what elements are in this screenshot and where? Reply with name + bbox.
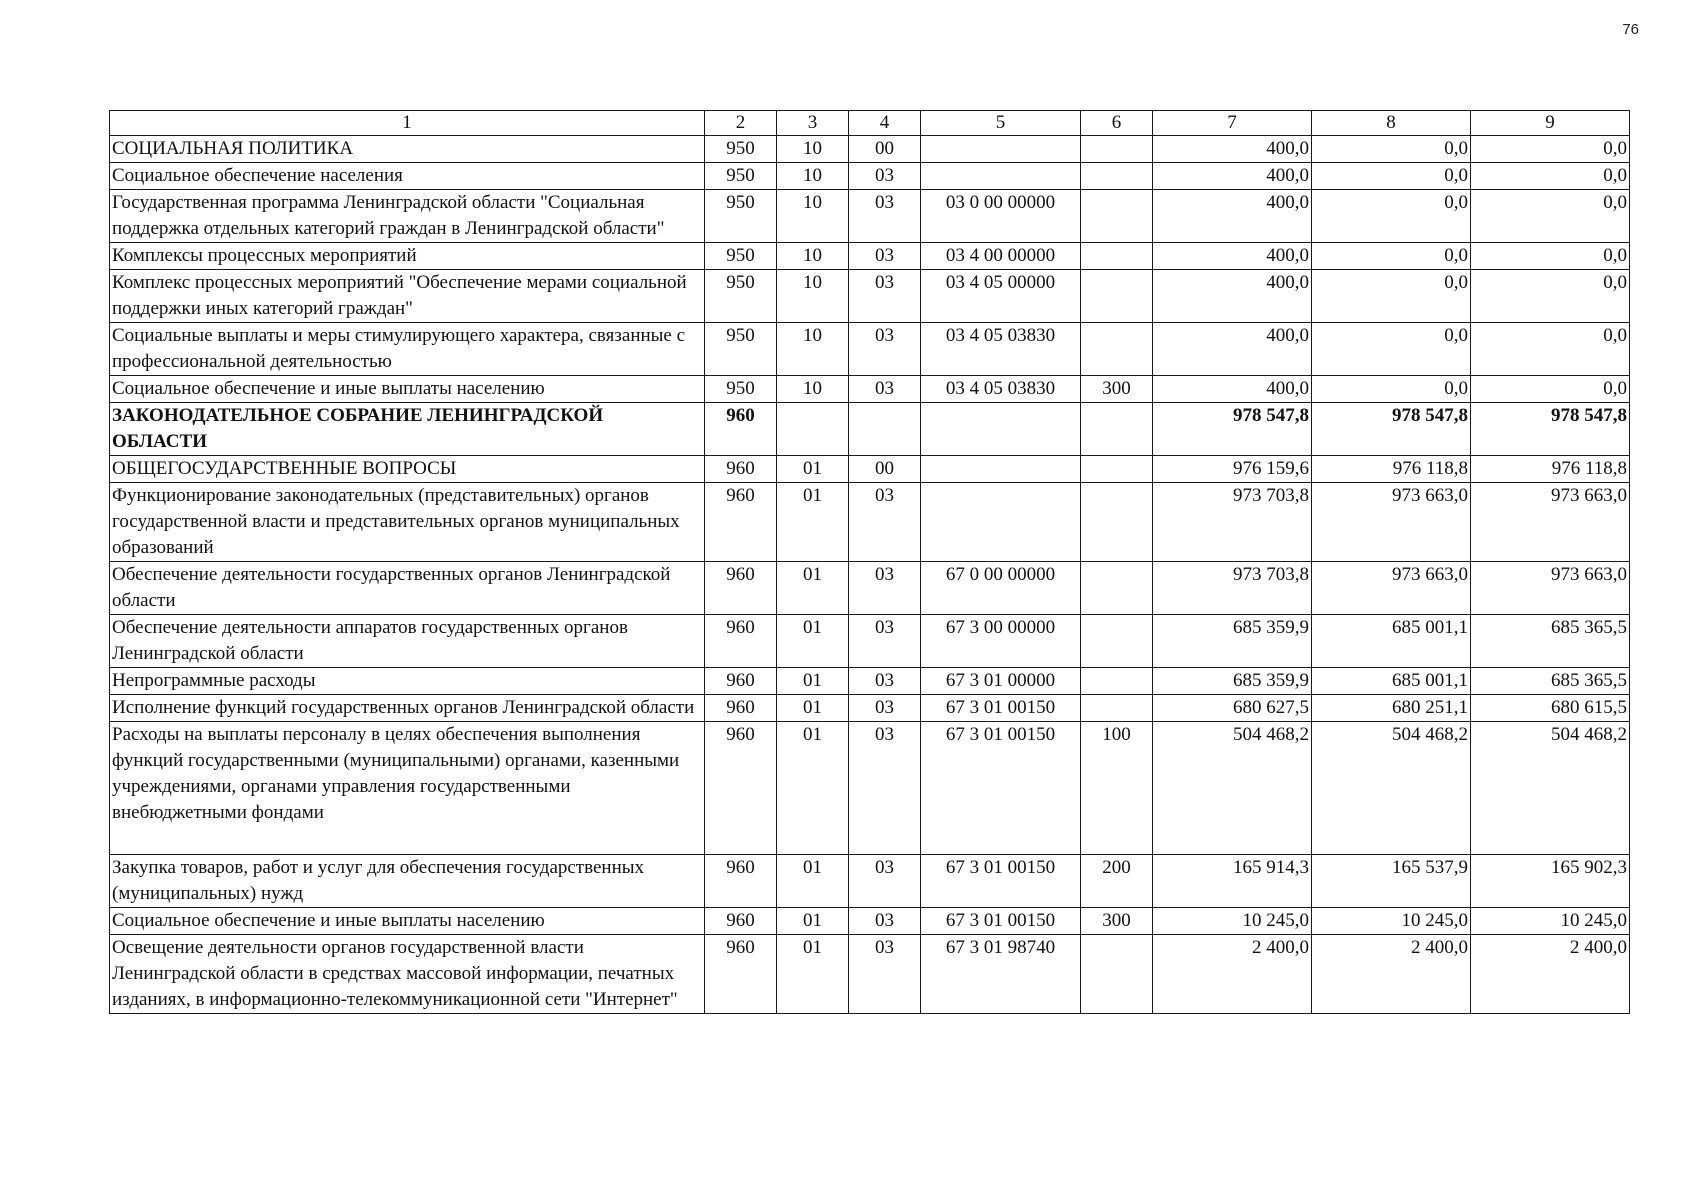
row-target: 03 4 05 03830 (921, 376, 1081, 403)
row-section: 01 (777, 722, 849, 855)
row-section: 01 (777, 908, 849, 935)
row-value-2: 0,0 (1312, 270, 1471, 323)
row-value-1: 685 359,9 (1153, 668, 1312, 695)
header-cell: 9 (1471, 111, 1630, 136)
row-section: 10 (777, 323, 849, 376)
table-row (110, 376, 1630, 403)
row-target (921, 136, 1081, 163)
row-code: 960 (705, 695, 777, 722)
row-type (1081, 270, 1153, 323)
row-code: 950 (705, 163, 777, 190)
row-section: 01 (777, 935, 849, 1014)
header-cell: 2 (705, 111, 777, 136)
row-value-3: 978 547,8 (1471, 403, 1630, 456)
row-section: 01 (777, 668, 849, 695)
budget-table (109, 110, 1630, 1014)
row-subsection: 03 (849, 376, 921, 403)
row-value-2: 973 663,0 (1312, 483, 1471, 562)
row-code: 950 (705, 190, 777, 243)
row-name: Исполнение функций государственных органов Ленинградской области (110, 695, 705, 722)
row-section: 10 (777, 270, 849, 323)
row-type (1081, 456, 1153, 483)
row-value-2: 10 245,0 (1312, 908, 1471, 935)
row-code: 950 (705, 243, 777, 270)
row-type (1081, 483, 1153, 562)
row-target: 67 3 00 00000 (921, 615, 1081, 668)
row-target: 67 3 01 00150 (921, 855, 1081, 908)
row-value-2: 2 400,0 (1312, 935, 1471, 1014)
table-row (110, 403, 1630, 456)
row-type: 300 (1081, 376, 1153, 403)
row-name: Социальное обеспечение и иные выплаты населению (110, 376, 705, 403)
row-target: 67 3 01 00150 (921, 722, 1081, 855)
row-value-1: 10 245,0 (1153, 908, 1312, 935)
row-type (1081, 615, 1153, 668)
row-type: 200 (1081, 855, 1153, 908)
row-target: 03 4 05 03830 (921, 323, 1081, 376)
row-value-3: 2 400,0 (1471, 935, 1630, 1014)
row-type (1081, 403, 1153, 456)
table-row (110, 323, 1630, 376)
row-target (921, 483, 1081, 562)
row-value-3: 973 663,0 (1471, 483, 1630, 562)
row-section: 10 (777, 243, 849, 270)
row-value-1: 976 159,6 (1153, 456, 1312, 483)
table-row (110, 695, 1630, 722)
row-type (1081, 668, 1153, 695)
row-value-1: 2 400,0 (1153, 935, 1312, 1014)
row-subsection: 03 (849, 908, 921, 935)
row-value-2: 0,0 (1312, 243, 1471, 270)
row-value-3: 0,0 (1471, 376, 1630, 403)
header-cell: 4 (849, 111, 921, 136)
row-code: 950 (705, 270, 777, 323)
row-value-2: 504 468,2 (1312, 722, 1471, 855)
row-value-1: 685 359,9 (1153, 615, 1312, 668)
row-value-3: 976 118,8 (1471, 456, 1630, 483)
row-section: 10 (777, 136, 849, 163)
row-value-1: 400,0 (1153, 163, 1312, 190)
row-name: Непрограммные расходы (110, 668, 705, 695)
row-value-1: 978 547,8 (1153, 403, 1312, 456)
row-type: 100 (1081, 722, 1153, 855)
row-target (921, 456, 1081, 483)
row-code: 960 (705, 615, 777, 668)
row-name: Закупка товаров, работ и услуг для обеспечения государственных (муниципальных) нужд (110, 855, 705, 908)
header-cell: 8 (1312, 111, 1471, 136)
row-name: Обеспечение деятельности аппаратов государственных органов Ленинградской области (110, 615, 705, 668)
row-value-3: 165 902,3 (1471, 855, 1630, 908)
row-section: 01 (777, 562, 849, 615)
row-subsection: 03 (849, 163, 921, 190)
header-cell: 3 (777, 111, 849, 136)
row-value-1: 400,0 (1153, 323, 1312, 376)
header-cell: 6 (1081, 111, 1153, 136)
header-cell: 7 (1153, 111, 1312, 136)
row-value-3: 0,0 (1471, 243, 1630, 270)
row-value-3: 10 245,0 (1471, 908, 1630, 935)
row-name: ЗАКОНОДАТЕЛЬНОЕ СОБРАНИЕ ЛЕНИНГРАДСКОЙ ОБЛАСТИ (110, 403, 705, 456)
row-subsection: 03 (849, 722, 921, 855)
row-value-2: 0,0 (1312, 163, 1471, 190)
row-target: 03 0 00 00000 (921, 190, 1081, 243)
row-type (1081, 190, 1153, 243)
table-row (110, 908, 1630, 935)
row-value-1: 973 703,8 (1153, 562, 1312, 615)
row-subsection: 03 (849, 483, 921, 562)
row-type: 300 (1081, 908, 1153, 935)
row-value-1: 400,0 (1153, 136, 1312, 163)
row-value-3: 0,0 (1471, 323, 1630, 376)
row-type (1081, 935, 1153, 1014)
row-type (1081, 136, 1153, 163)
row-subsection: 03 (849, 323, 921, 376)
header-row (110, 111, 1630, 136)
table-row (110, 456, 1630, 483)
header-cell: 5 (921, 111, 1081, 136)
row-subsection: 00 (849, 456, 921, 483)
row-section: 10 (777, 190, 849, 243)
row-subsection: 03 (849, 243, 921, 270)
table-row (110, 615, 1630, 668)
row-value-3: 685 365,5 (1471, 615, 1630, 668)
row-subsection: 03 (849, 855, 921, 908)
row-value-2: 685 001,1 (1312, 615, 1471, 668)
row-section: 01 (777, 855, 849, 908)
row-code: 960 (705, 908, 777, 935)
row-name: СОЦИАЛЬНАЯ ПОЛИТИКА (110, 136, 705, 163)
row-section: 01 (777, 456, 849, 483)
row-type (1081, 163, 1153, 190)
row-target: 67 3 01 00000 (921, 668, 1081, 695)
row-value-3: 0,0 (1471, 190, 1630, 243)
row-subsection (849, 403, 921, 456)
row-code: 960 (705, 722, 777, 855)
row-value-3: 685 365,5 (1471, 668, 1630, 695)
row-value-3: 0,0 (1471, 163, 1630, 190)
row-value-3: 0,0 (1471, 270, 1630, 323)
row-value-3: 973 663,0 (1471, 562, 1630, 615)
row-target: 03 4 00 00000 (921, 243, 1081, 270)
row-value-1: 165 914,3 (1153, 855, 1312, 908)
row-code: 960 (705, 855, 777, 908)
row-code: 950 (705, 376, 777, 403)
row-section: 10 (777, 163, 849, 190)
table-row (110, 243, 1630, 270)
row-name: Обеспечение деятельности государственных органов Ленинградской области (110, 562, 705, 615)
table-row (110, 190, 1630, 243)
row-section: 01 (777, 695, 849, 722)
table-row (110, 935, 1630, 1014)
row-subsection: 03 (849, 270, 921, 323)
row-value-2: 0,0 (1312, 190, 1471, 243)
row-name: Комплексы процессных мероприятий (110, 243, 705, 270)
row-name: ОБЩЕГОСУДАРСТВЕННЫЕ ВОПРОСЫ (110, 456, 705, 483)
row-type (1081, 243, 1153, 270)
row-subsection: 03 (849, 695, 921, 722)
row-name: Социальное обеспечение населения (110, 163, 705, 190)
row-value-2: 0,0 (1312, 136, 1471, 163)
row-subsection: 03 (849, 562, 921, 615)
row-name: Освещение деятельности органов государственной власти Ленинградской области в средствах массовой информации, печатных изданиях, в информационно-телекоммуникационной сети "Интернет" (110, 935, 705, 1014)
row-value-3: 0,0 (1471, 136, 1630, 163)
row-name: Государственная программа Ленинградской области "Социальная поддержка отдельных категорий граждан в Ленинградской области" (110, 190, 705, 243)
row-name: Социальное обеспечение и иные выплаты населению (110, 908, 705, 935)
row-value-2: 0,0 (1312, 323, 1471, 376)
table-row (110, 722, 1630, 855)
row-value-2: 680 251,1 (1312, 695, 1471, 722)
row-code: 960 (705, 456, 777, 483)
row-value-2: 0,0 (1312, 376, 1471, 403)
table-row (110, 562, 1630, 615)
row-section: 10 (777, 376, 849, 403)
row-code: 960 (705, 668, 777, 695)
row-value-3: 680 615,5 (1471, 695, 1630, 722)
row-code: 950 (705, 136, 777, 163)
row-value-1: 973 703,8 (1153, 483, 1312, 562)
row-code: 950 (705, 323, 777, 376)
row-target: 67 3 01 00150 (921, 695, 1081, 722)
row-value-1: 680 627,5 (1153, 695, 1312, 722)
row-value-2: 978 547,8 (1312, 403, 1471, 456)
row-subsection: 03 (849, 935, 921, 1014)
row-code: 960 (705, 562, 777, 615)
row-target: 67 3 01 98740 (921, 935, 1081, 1014)
row-value-2: 976 118,8 (1312, 456, 1471, 483)
row-value-2: 973 663,0 (1312, 562, 1471, 615)
row-subsection: 03 (849, 190, 921, 243)
row-type (1081, 695, 1153, 722)
row-code: 960 (705, 935, 777, 1014)
table-row (110, 483, 1630, 562)
row-target (921, 403, 1081, 456)
page-number: 76 (1622, 21, 1639, 38)
row-value-1: 400,0 (1153, 376, 1312, 403)
row-section: 01 (777, 615, 849, 668)
row-name: Комплекс процессных мероприятий "Обеспечение мерами социальной поддержки иных категорий граждан" (110, 270, 705, 323)
row-name: Социальные выплаты и меры стимулирующего характера, связанные с профессиональной деятельностью (110, 323, 705, 376)
table-row (110, 163, 1630, 190)
row-target: 67 3 01 00150 (921, 908, 1081, 935)
row-value-2: 685 001,1 (1312, 668, 1471, 695)
row-type (1081, 562, 1153, 615)
row-target: 03 4 05 00000 (921, 270, 1081, 323)
row-value-3: 504 468,2 (1471, 722, 1630, 855)
table-row (110, 668, 1630, 695)
row-section: 01 (777, 483, 849, 562)
row-subsection: 00 (849, 136, 921, 163)
row-section (777, 403, 849, 456)
row-value-1: 504 468,2 (1153, 722, 1312, 855)
row-subsection: 03 (849, 668, 921, 695)
table-row (110, 855, 1630, 908)
row-code: 960 (705, 483, 777, 562)
row-target (921, 163, 1081, 190)
row-code: 960 (705, 403, 777, 456)
row-value-1: 400,0 (1153, 243, 1312, 270)
row-name: Расходы на выплаты персоналу в целях обеспечения выполнения функций государственными (муниципальными) органами, казенными учреждениями, органами управления государственными внебюджетными фондами (110, 722, 705, 855)
row-name: Функционирование законодательных (представительных) органов государственной власти и представительных органов муниципальных образований (110, 483, 705, 562)
row-subsection: 03 (849, 615, 921, 668)
table-row (110, 136, 1630, 163)
row-target: 67 0 00 00000 (921, 562, 1081, 615)
row-value-2: 165 537,9 (1312, 855, 1471, 908)
header-cell: 1 (110, 111, 705, 136)
row-value-1: 400,0 (1153, 190, 1312, 243)
row-value-1: 400,0 (1153, 270, 1312, 323)
row-type (1081, 323, 1153, 376)
table-row (110, 270, 1630, 323)
